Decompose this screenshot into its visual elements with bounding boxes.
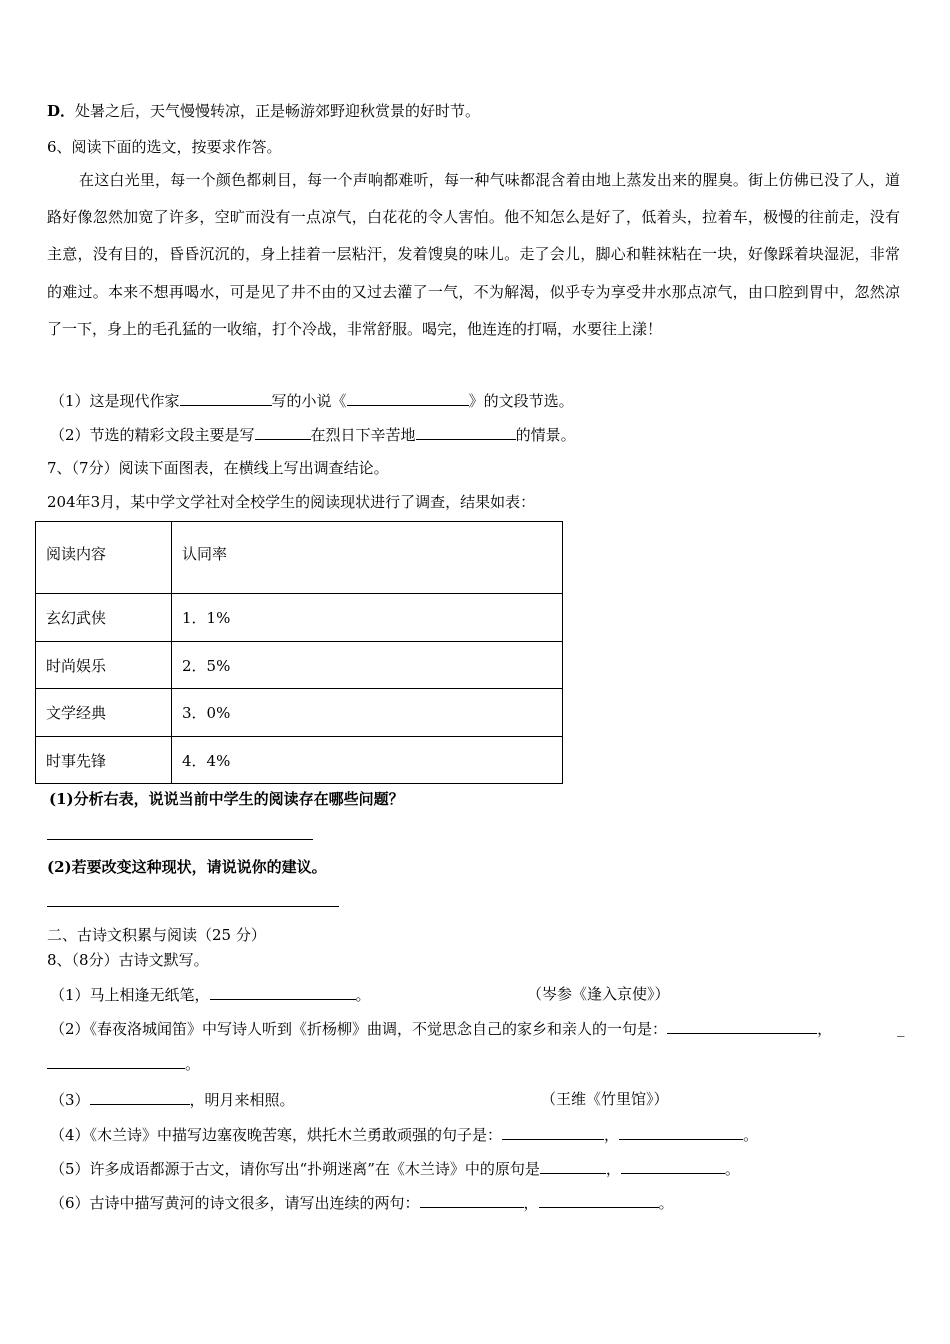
question-6-heading: 6、阅读下面的选文，按要求作答。 — [47, 138, 282, 156]
question-8-sub-5 — [50, 1158, 740, 1179]
sub-2-text-c: 的情景。 — [515, 426, 576, 444]
table-cell-content: 玄幻武侠 — [36, 594, 172, 642]
section-2-heading: 二、古诗文积累与阅读（25 分） — [47, 926, 266, 944]
table-cell-content: 时事先锋 — [36, 737, 172, 784]
passage-text: 在这白光里，每一个颜色都刺目，每一个声响都难听，每一种气味都混含着由地上蒸发出来的腥臭。街上仿佛已没了人，道路好像忽然加宽了许多，空旷而没有一点凉气，白花花的令人害怕。他不知怎么是好了，低着头，拉着车，极慢的往前走，没有主意，没有目的，昏昏沉沉的，身上挂着一层粘汗，发着馊臭的味儿。走了会儿，脚心和鞋袜粘在一块，好像踩着块湿泥，非常的难过。本来不想再喝水，可是见了井不由的又过去灌了一气，不为解渴，似乎专为享受井水那点凉气，由口腔到胃中，忽然凉了一下，身上的毛孔猛的一收缩，打个冷战，非常舒服。喝完，他连连的打嗝，水要往上漾！ — [47, 171, 900, 338]
table-cell-rate: 3．0% — [172, 689, 563, 737]
table-row — [36, 737, 563, 784]
s1-text-a: （1）马上相逢无纸笔， — [50, 986, 210, 1004]
question-8-sub-6 — [50, 1192, 674, 1213]
poem-answer-blank[interactable] — [621, 1158, 725, 1174]
question-6-passage — [47, 162, 900, 348]
sub-2-text-b: 在烈日下辛苦地 — [310, 426, 416, 444]
s5-text-a: （5）许多成语都源于古文，请你写出“扑朔迷离”在《木兰诗》中的原句是 — [50, 1160, 540, 1178]
question-8-sub-2-continued — [47, 1053, 200, 1074]
question-7-sub-1: (1)分析右表，说说当前中学生的阅读存在哪些问题？ — [49, 790, 404, 808]
question-8-sub-4 — [50, 1124, 758, 1145]
option-d-text: 处暑之后，天气慢慢转凉，正是畅游郊野迎秋赏景的好时节。 — [75, 102, 481, 120]
question-6-sub-2 — [50, 424, 576, 445]
table-cell-rate: 2．5% — [172, 642, 563, 689]
s4-text-b: ， — [604, 1126, 620, 1144]
s4-text-a: （4）《木兰诗》中描写边塞夜晚苦寒，烘托木兰勇敢顽强的句子是： — [50, 1126, 503, 1144]
s4-text-c: 。 — [743, 1126, 759, 1144]
s2-text-a: （2）《春夜洛城闻笛》中写诗人听到《折杨柳》曲调，不觉思念自己的家乡和亲人的一句是： — [50, 1020, 668, 1038]
answer-line-2[interactable] — [47, 906, 339, 907]
poem-answer-blank[interactable] — [420, 1192, 524, 1208]
source-citation: （岑参《逢入京使》） — [527, 985, 670, 1003]
question-6-sub-1 — [50, 390, 574, 411]
table-header-rate: 认同率 — [172, 522, 563, 594]
s3-text-b: ，明月来相照。 — [189, 1091, 295, 1109]
table-row — [36, 689, 563, 737]
table-row — [36, 594, 563, 642]
s1-text-b: 。 — [355, 986, 371, 1004]
sub-1-text-a: （1）这是现代作家 — [50, 392, 180, 410]
table-header-row — [36, 522, 563, 594]
s6-text-a: （6）古诗中描写黄河的诗文很多，请写出连续的两句： — [50, 1194, 420, 1212]
activity-answer-blank[interactable] — [416, 424, 516, 440]
s2-text-b: ， — [817, 1020, 833, 1038]
poem-answer-blank[interactable] — [90, 1089, 190, 1105]
poem-answer-blank[interactable] — [502, 1124, 604, 1140]
reading-survey-table — [35, 521, 563, 784]
poem-answer-blank[interactable] — [667, 1018, 817, 1034]
character-answer-blank[interactable] — [255, 424, 311, 440]
continuation-mark: _ — [897, 1019, 905, 1037]
question-7-sub-2: (2)若要改变这种现状，请说说你的建议。 — [47, 858, 327, 876]
table-cell-content: 文学经典 — [36, 689, 172, 737]
question-8-sub-1 — [50, 984, 371, 1005]
sub-2-text-a: （2）节选的精彩文段主要是写 — [50, 426, 255, 444]
author-answer-blank[interactable] — [180, 390, 272, 406]
poem-answer-blank[interactable] — [210, 984, 356, 1000]
table-cell-rate: 1．1% — [172, 594, 563, 642]
question-8-sub-3 — [50, 1089, 295, 1110]
s5-text-b: ， — [605, 1160, 621, 1178]
answer-line-1[interactable] — [47, 839, 313, 840]
question-7-intro: 204年3月，某中学文学社对全校学生的阅读现状进行了调查，结果如表： — [47, 493, 536, 511]
option-d-line — [47, 101, 480, 121]
question-8-sub-2 — [50, 1018, 832, 1039]
poem-answer-blank[interactable] — [47, 1053, 185, 1069]
source-citation: （王维《竹里馆》） — [541, 1090, 669, 1108]
poem-answer-blank[interactable] — [540, 1158, 606, 1174]
table-cell-content: 时尚娱乐 — [36, 642, 172, 689]
s3-text-a: （3） — [50, 1091, 90, 1109]
option-d-label: D． — [47, 102, 76, 120]
sub-1-text-b: 写的小说《 — [271, 392, 347, 410]
table-header-content: 阅读内容 — [36, 522, 172, 594]
question-7-heading: 7、（7分）阅读下面图表，在横线上写出调查结论。 — [47, 459, 389, 477]
s2-text-d: 。 — [185, 1055, 201, 1073]
poem-answer-blank[interactable] — [539, 1192, 659, 1208]
s5-text-c: 。 — [724, 1160, 740, 1178]
s6-text-b: ， — [523, 1194, 539, 1212]
question-8-heading: 8、（8分）古诗文默写。 — [47, 951, 209, 969]
table-row — [36, 642, 563, 689]
s6-text-c: 。 — [658, 1194, 674, 1212]
sub-1-text-c: 》的文段节选。 — [468, 392, 574, 410]
novel-title-answer-blank[interactable] — [347, 390, 469, 406]
poem-answer-blank[interactable] — [619, 1124, 743, 1140]
table-cell-rate: 4．4% — [172, 737, 563, 784]
